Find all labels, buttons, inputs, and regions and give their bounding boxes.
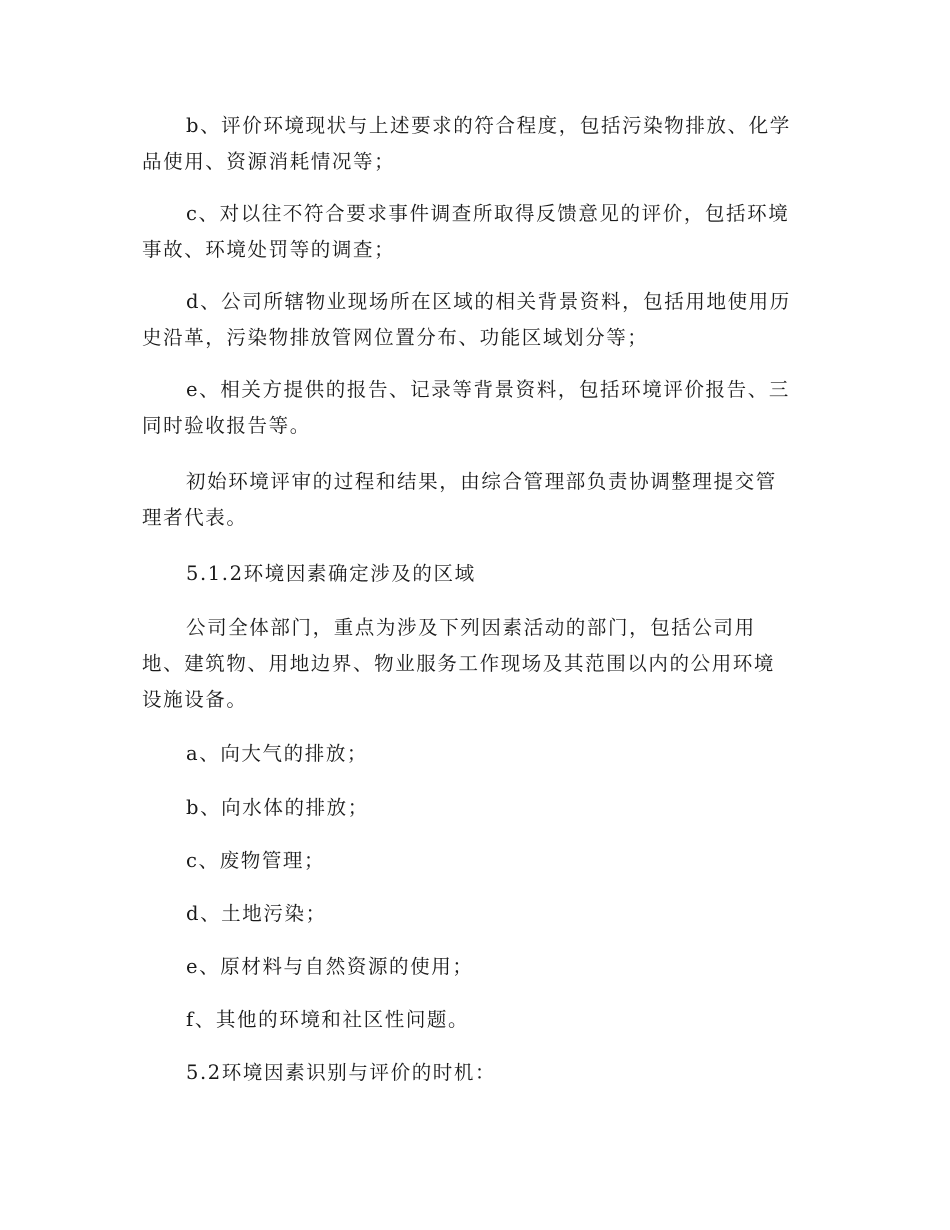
list-item-f <box>142 1002 812 1038</box>
text-line: a、向大气的排放； <box>186 742 369 765</box>
paragraph-d-background <box>142 284 812 356</box>
text-line: 公司全体部门，重点为涉及下列因素活动的部门，包括公司用 <box>186 616 756 639</box>
list-item-d <box>142 896 812 932</box>
paragraph-all-departments <box>142 610 812 718</box>
text-line: e、相关方提供的报告、记录等背景资料，包括环境评价报告、三 <box>186 378 790 401</box>
text-line: 地、建筑物、用地边界、物业服务工作现场及其范围以内的公用环境 <box>142 652 776 675</box>
section-heading-5-2 <box>142 1055 812 1091</box>
text-line: 设施设备。 <box>142 688 248 711</box>
paragraph-b-evaluation <box>142 108 812 180</box>
text-line: b、评价环境现状与上述要求的符合程度，包括污染物排放、化学 <box>186 114 791 137</box>
text-line: 5.1.2环境因素确定涉及的区域 <box>186 562 476 585</box>
text-line: 品使用、资源消耗情况等； <box>142 150 396 173</box>
paragraph-c-feedback <box>142 196 812 268</box>
section-heading-5-1-2 <box>142 556 812 592</box>
list-item-c <box>142 843 812 879</box>
text-line: c、对以往不符合要求事件调查所取得反馈意见的评价，包括环境 <box>186 202 790 225</box>
text-line: f、其他的环境和社区性问题。 <box>186 1008 470 1031</box>
text-line: 同时验收报告等。 <box>142 414 311 437</box>
list-item-b <box>142 790 812 826</box>
text-line: 初始环境评审的过程和结果，由综合管理部负责协调整理提交管 <box>186 470 777 493</box>
text-line: c、废物管理； <box>186 849 326 872</box>
text-line: d、公司所辖物业现场所在区域的相关背景资料，包括用地使用历 <box>186 290 791 313</box>
list-item-a <box>142 736 812 772</box>
paragraph-initial-review <box>142 464 812 536</box>
list-item-e <box>142 949 812 985</box>
text-line: 5.2环境因素识别与评价的时机： <box>186 1061 497 1084</box>
paragraph-e-reports <box>142 372 812 444</box>
text-line: b、向水体的排放； <box>186 796 369 819</box>
text-line: d、土地污染； <box>186 902 327 925</box>
text-line: e、原材料与自然资源的使用； <box>186 955 474 978</box>
text-line: 史沿革，污染物排放管网位置分布、功能区域划分等； <box>142 326 649 349</box>
text-line: 事故、环境处罚等的调查； <box>142 238 396 261</box>
text-line: 理者代表。 <box>142 506 248 529</box>
